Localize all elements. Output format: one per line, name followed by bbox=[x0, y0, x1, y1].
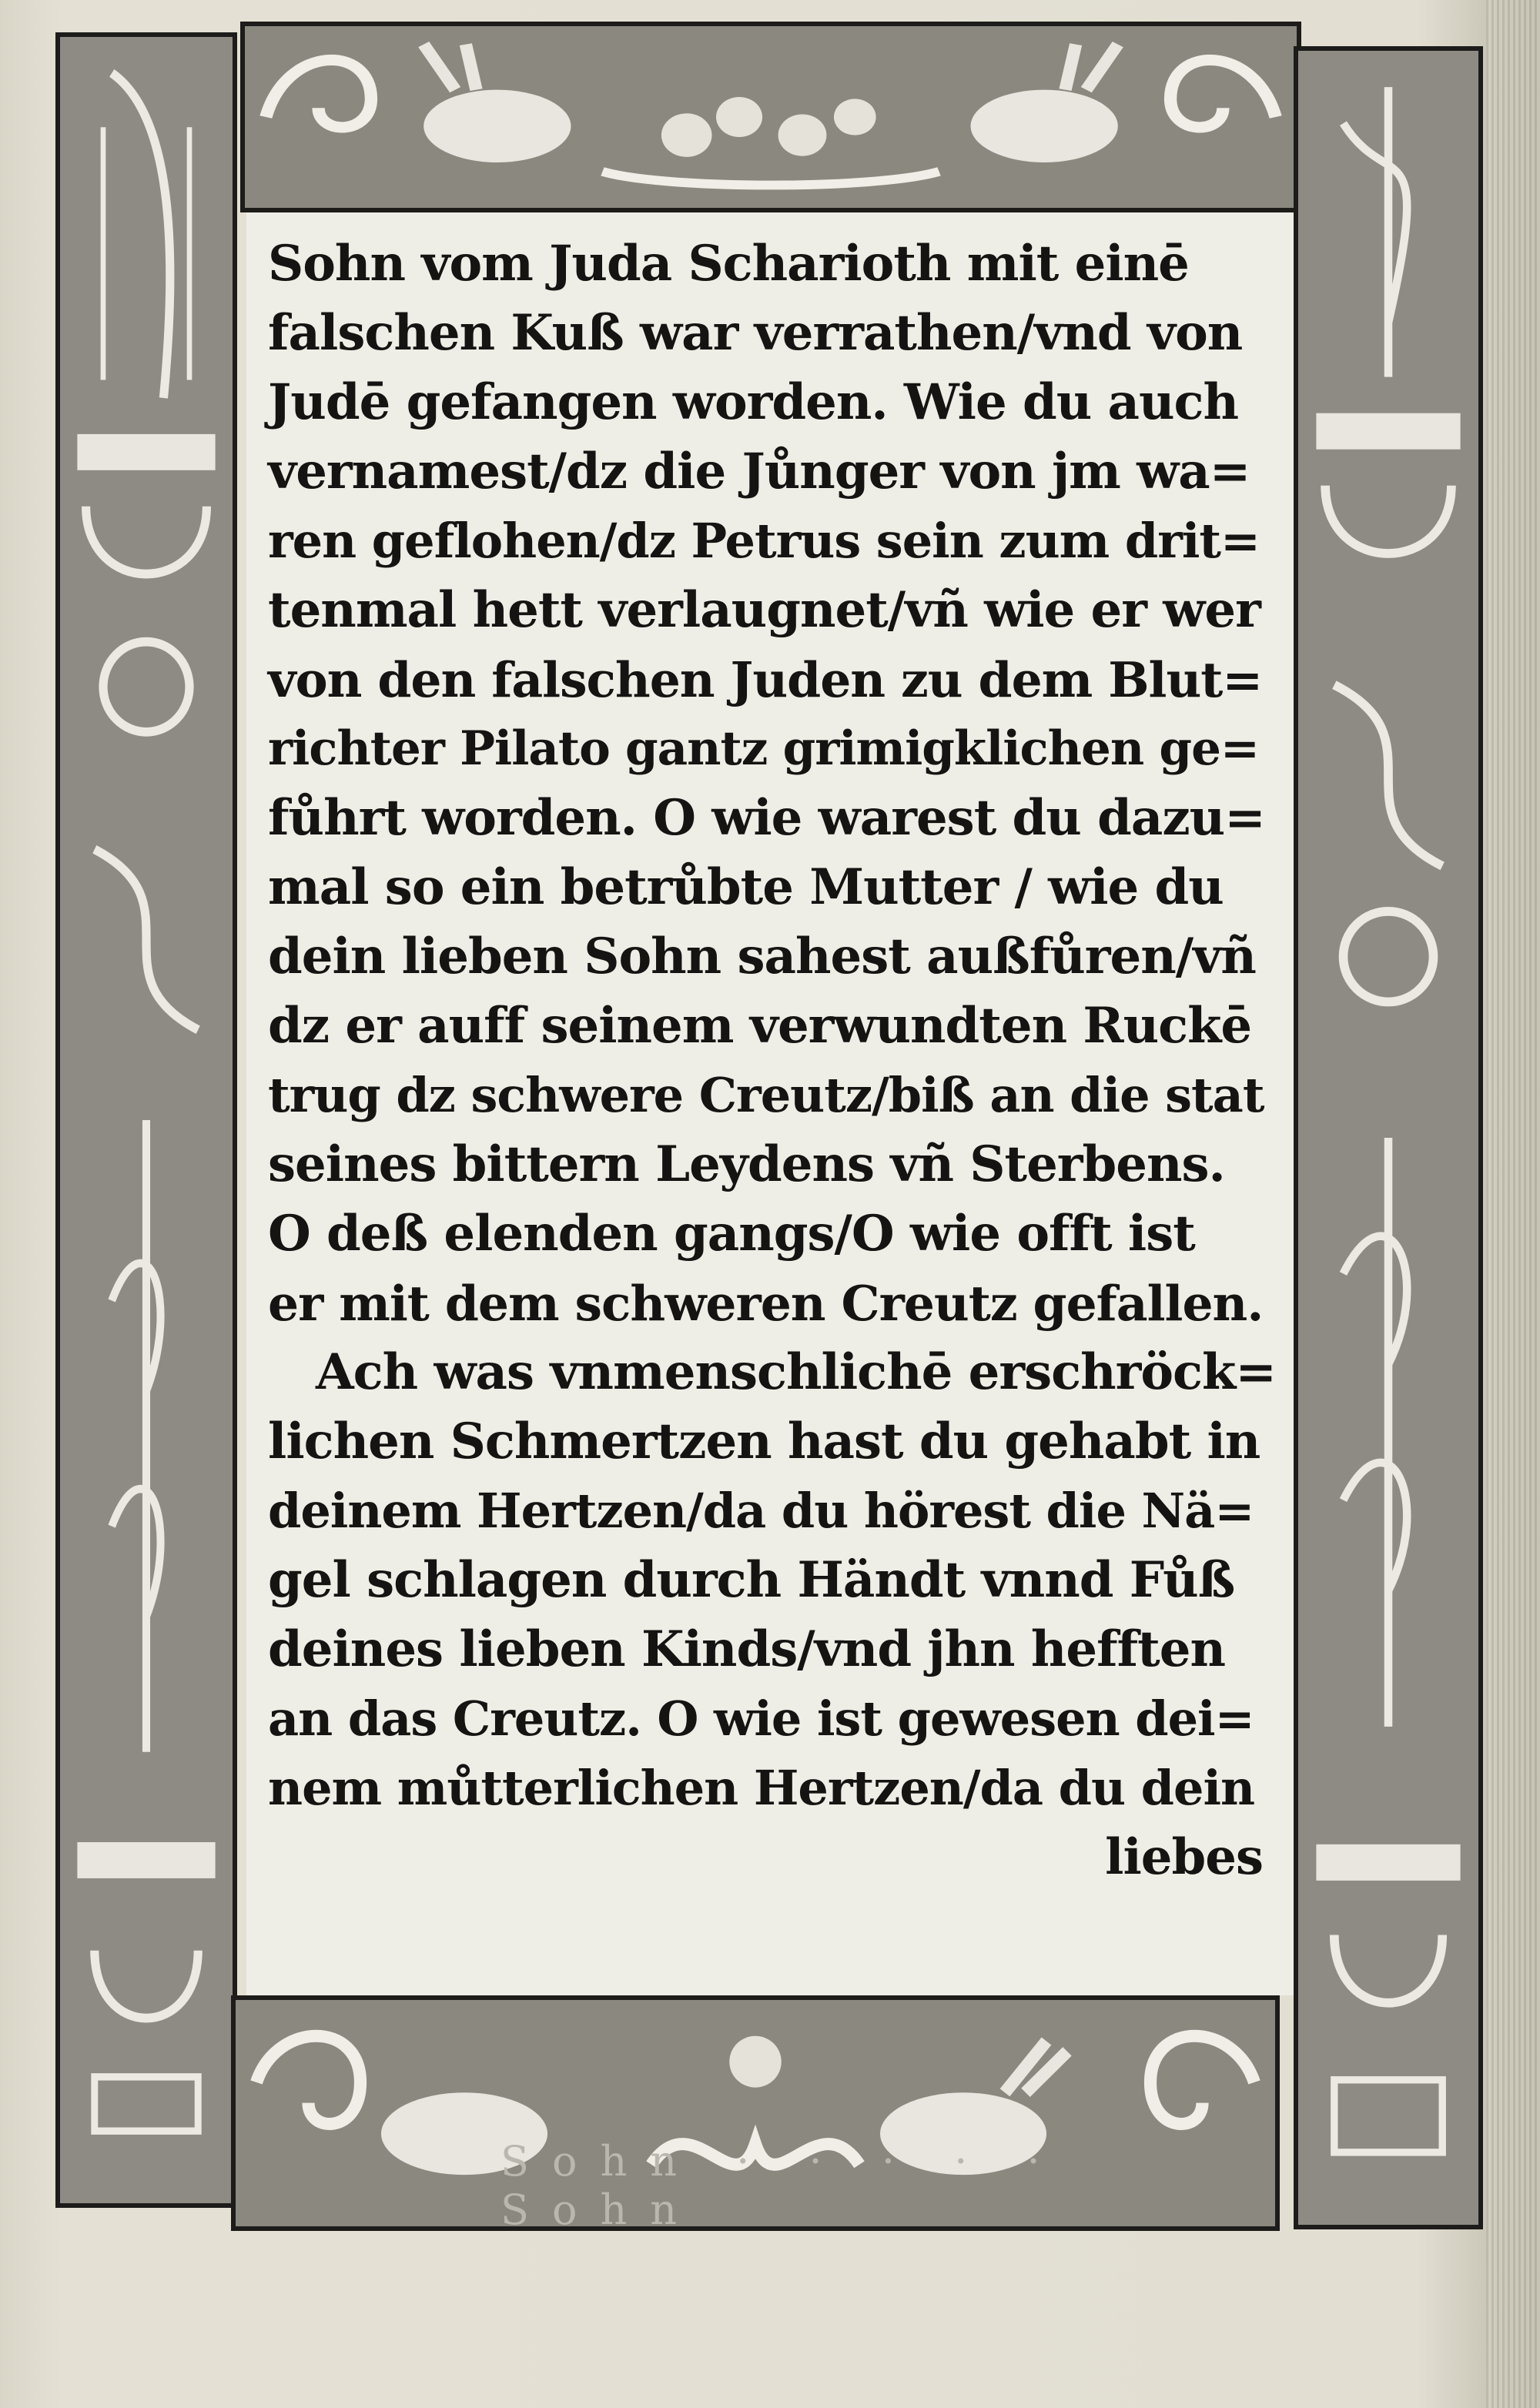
text-line: lichen Schmertzen hast du gehabt in bbox=[268, 1413, 1260, 1470]
text-line: an das Creutz. O wie ist gewesen dei= bbox=[268, 1691, 1254, 1747]
text-line: von den falschen Juden zu dem Blut= bbox=[268, 651, 1263, 708]
text-line: dein lieben Sohn sahest außfůren/vñ bbox=[268, 928, 1256, 985]
text-line: deinem Hertzen/da du hörest die Nä= bbox=[268, 1483, 1254, 1539]
page-edge bbox=[1486, 0, 1540, 2408]
text-line: nem můtterlichen Hertzen/da du dein bbox=[268, 1760, 1255, 1816]
text-line: O deß elenden gangs/O wie offt ist bbox=[268, 1205, 1195, 1263]
text-line: richter Pilato gantz grimigklichen ge= bbox=[268, 721, 1259, 776]
text-block bbox=[246, 212, 1294, 2234]
rabbit-ornament-icon bbox=[245, 26, 1297, 208]
top-woodcut-border bbox=[240, 22, 1301, 212]
text-line: Ach was vnmenschlichē erschröck= bbox=[316, 1343, 1276, 1401]
vase-ornament-icon bbox=[1298, 51, 1478, 2225]
text-line: falschen Kuß war verrathen/vnd von bbox=[268, 304, 1243, 362]
left-woodcut-border bbox=[55, 32, 237, 2208]
text-line: trug dz schwere Creutz/biß an die stat bbox=[268, 1067, 1264, 1123]
text-line: tenmal hett verlaugnet/vñ wie er wer bbox=[268, 581, 1260, 639]
text-line: Judē gefangen worden. Wie du auch bbox=[268, 373, 1239, 431]
text-line: vernamest/dz die Jůnger von jm wa= bbox=[268, 443, 1250, 500]
text-line: seines bittern Leydens vñ Sterbens. bbox=[268, 1135, 1225, 1193]
text-line: er mit dem schweren Creutz gefallen. bbox=[268, 1275, 1264, 1332]
text-line: fůhrt worden. O wie warest du dazu= bbox=[268, 789, 1265, 847]
text-line: ren geflohen/dz Petrus sein zum drit= bbox=[268, 513, 1260, 569]
right-woodcut-border bbox=[1294, 46, 1483, 2229]
text-line: deines lieben Kinds/vnd jhn hefften bbox=[268, 1620, 1225, 1678]
text-line: Sohn vom Juda Scharioth mit einē bbox=[268, 235, 1189, 293]
column-ornament-icon bbox=[60, 37, 233, 2203]
show-through-text: Sohn · · · · · Sohn bbox=[500, 2137, 1063, 2234]
text-line: gel schlagen durch Händt vnnd Fůß bbox=[268, 1551, 1235, 1609]
text-line: mal so ein betrůbte Mutter / wie du bbox=[268, 858, 1224, 916]
text-line: dz er auff seinem verwundten Ruckē bbox=[268, 997, 1252, 1055]
catchword: liebes bbox=[1105, 1828, 1263, 1886]
